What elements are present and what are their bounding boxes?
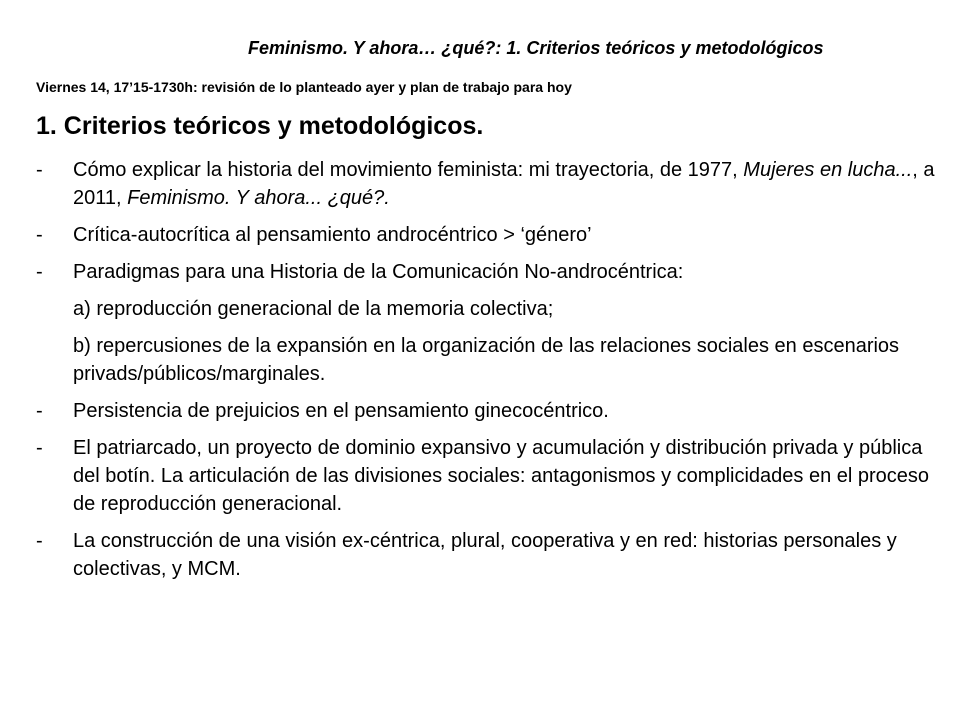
bullet-6	[36, 527, 936, 583]
bullet-5	[36, 434, 936, 518]
bullet-3	[36, 258, 936, 286]
session-subtitle: Viernes 14, 17’15-1730h: revisión de lo planteado ayer y plan de trabajo para hoy	[36, 79, 572, 95]
bullet-6-text: La construcción de una visión ex-céntrica, plural, cooperativa y en red: historias personales y colectivas, y MCM.	[73, 530, 897, 580]
bullet-3-text: Paradigmas para una Historia de la Comunicación No-androcéntrica:	[73, 261, 684, 283]
book-title-1977: Mujeres en lucha...	[743, 159, 913, 181]
bullet-5-text: El patriarcado, un proyecto de dominio expansivo y acumulación y distribución privada y pública del botín. La articulación de las divisiones sociales: antagonismos y complicidades en el proceso de reproducción generacional.	[73, 437, 930, 515]
bullet-4	[36, 397, 936, 425]
bullet-dash: -	[36, 224, 43, 246]
sub-item-b: b) repercusiones de la expansión en la organización de las relaciones sociales en escenarios privads/públicos/marginales.	[73, 335, 900, 385]
bullet-4-text: Persistencia de prejuicios en el pensamiento ginecocéntrico.	[73, 400, 609, 422]
bullet-dash: -	[36, 261, 43, 283]
bullet-1-text: Cómo explicar la historia del movimiento feminista: mi trayectoria, de 1977,	[73, 159, 744, 181]
bullet-list	[36, 156, 936, 592]
bullet-2-text: Crítica-autocrítica al pensamiento androcéntrico > ‘género’	[73, 224, 592, 246]
bullet-1	[36, 156, 936, 212]
book-title-2011: Feminismo. Y ahora... ¿qué?.	[127, 187, 390, 209]
sub-item-a: a) reproducción generacional de la memoria colectiva;	[73, 298, 554, 320]
slide-header: Feminismo. Y ahora… ¿qué?: 1. Criterios teóricos y metodológicos	[248, 38, 824, 58]
bullet-dash: -	[36, 437, 43, 459]
bullet-dash: -	[36, 400, 43, 422]
bullet-dash: -	[36, 159, 43, 181]
bullet-2	[36, 221, 936, 249]
bullet-1-text-mid: , a 2011,	[73, 159, 935, 209]
slide-title: 1. Criterios teóricos y metodológicos.	[36, 112, 484, 140]
bullet-dash: -	[36, 530, 43, 552]
